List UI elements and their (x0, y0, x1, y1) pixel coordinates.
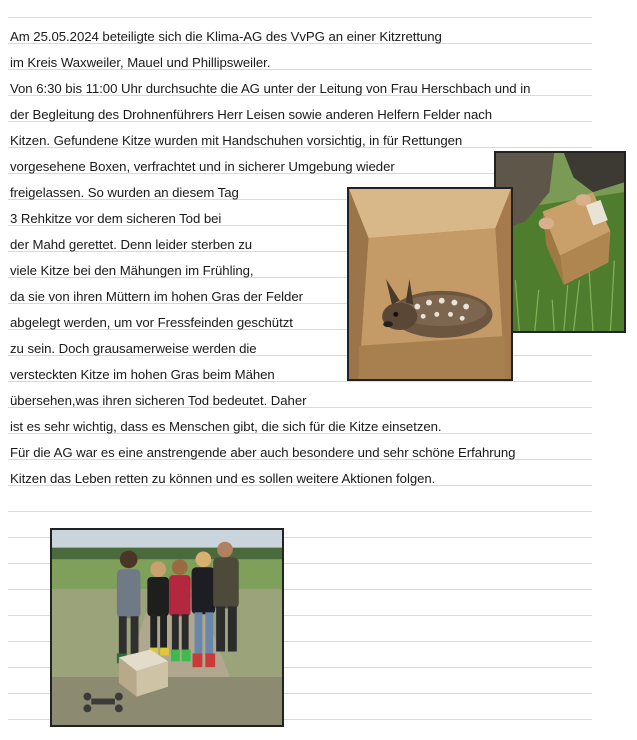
hands-holding-box-photo (494, 151, 626, 333)
article-line: abgelegt werden, um vor Fressfeinden geschützt (10, 315, 293, 330)
article-line: der Mahd gerettet. Denn leider sterben zu (10, 237, 253, 252)
article-line: versteckten Kitze im hohen Gras beim Mähen (10, 367, 275, 382)
article-line: Von 6:30 bis 11:00 Uhr durchsuchte die AG unter der Leitung von Frau Herschbach und in (10, 81, 531, 96)
article-line: Kitzen. Gefundene Kitze wurden mit Handschuhen vorsichtig, in für Rettungen (10, 133, 463, 148)
article-line: ist es sehr wichtig, dass es Menschen gibt, die sich für die Kitze einsetzen. (10, 419, 442, 434)
article-line: 3 Rehkitze vor dem sicheren Tod bei (10, 211, 222, 226)
article-line: vorgesehene Boxen, verfrachtet und in sicherer Umgebung wieder (10, 159, 395, 174)
article-line: zu sein. Doch grausamerweise werden die (10, 341, 257, 356)
article-line: viele Kitze bei den Mähungen im Frühling, (10, 263, 254, 278)
article-line: im Kreis Waxweiler, Mauel und Phillipsweiler. (10, 55, 271, 70)
article-line: Für die AG war es eine anstrengende aber auch besondere und sehr schöne Erfahrung (10, 445, 516, 460)
article-line: Am 25.05.2024 beteiligte sich die Klima-AG des VvPG an einer Kitzrettung (10, 29, 442, 44)
article-line: der Begleitung des Drohnenführers Herr Leisen sowie anderen Helfern Felder nach (10, 107, 493, 122)
article-line: Kitzen das Leben retten zu können und es sollen weitere Aktionen folgen. (10, 471, 436, 486)
rule-line (8, 17, 592, 18)
group-photo (50, 528, 284, 727)
article-line: da sie von ihren Müttern im hohen Gras der Felder (10, 289, 303, 304)
rule-line (8, 511, 592, 512)
fawn-in-box-photo (347, 187, 513, 381)
article-line: übersehen,was ihren sicheren Tod bedeutet. Daher (10, 393, 307, 408)
article-line: freigelassen. So wurden an diesem Tag (10, 185, 239, 200)
